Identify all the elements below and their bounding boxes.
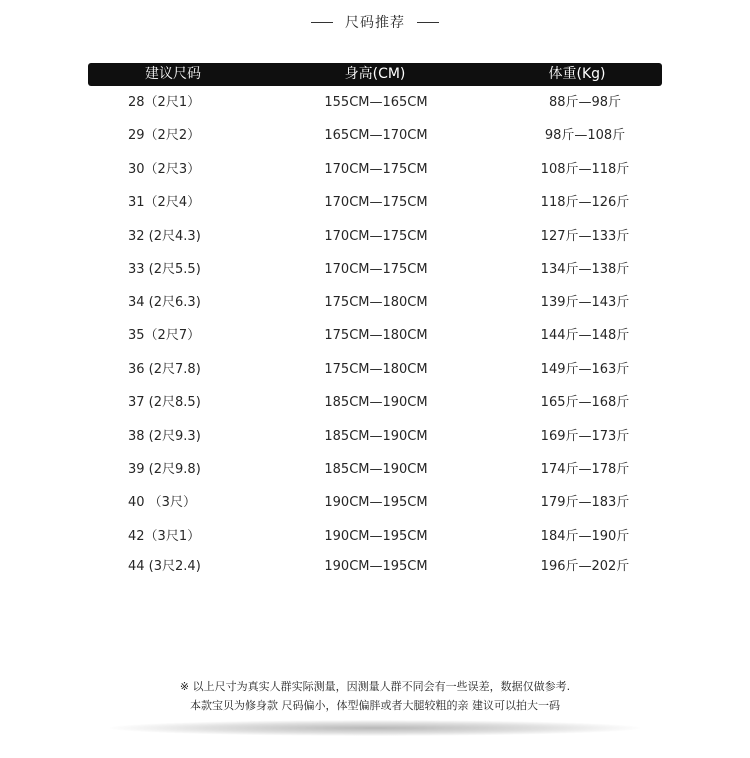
table-row	[0, 460, 750, 480]
size-cell: 42（3尺1）	[128, 529, 201, 544]
weight-cell: 134斤—138斤	[540, 262, 630, 277]
size-cell: 32 (2尺4.3)	[128, 229, 201, 244]
weight-cell: 139斤—143斤	[540, 295, 630, 310]
measurement-note: ※ 以上尺寸为真实人群实际测量，因测量人群不同会有一些误差，数据仅做参考.	[179, 680, 571, 693]
table-row	[0, 527, 750, 547]
height-cell: 190CM—195CM	[324, 529, 428, 544]
table-row	[0, 293, 750, 313]
weight-cell: 127斤—133斤	[540, 229, 630, 244]
size-cell: 33 (2尺5.5)	[128, 262, 201, 277]
title-divider-right	[417, 22, 439, 23]
table-row	[0, 260, 750, 280]
bottom-shadow	[110, 720, 640, 736]
table-row	[0, 93, 750, 113]
title-divider-left	[311, 22, 333, 23]
size-cell: 35（2尺7）	[128, 328, 201, 343]
page-title: 尺码推荐	[345, 15, 405, 31]
height-cell: 190CM—195CM	[324, 559, 428, 574]
size-cell: 28（2尺1）	[128, 95, 201, 110]
height-cell: 185CM—190CM	[324, 429, 428, 444]
page-header	[0, 10, 750, 34]
size-cell: 31（2尺4）	[128, 195, 201, 210]
header-weight: 体重(Kg)	[548, 66, 606, 82]
table-header	[88, 63, 662, 86]
table-row	[0, 193, 750, 213]
weight-cell: 196斤—202斤	[540, 559, 630, 574]
table-row	[0, 557, 750, 577]
size-cell: 44 (3尺2.4)	[128, 559, 201, 574]
table-row	[0, 393, 750, 413]
size-cell: 38 (2尺9.3)	[128, 429, 201, 444]
table-row	[0, 227, 750, 247]
height-cell: 170CM—175CM	[324, 195, 428, 210]
table-row	[0, 326, 750, 346]
weight-cell: 184斤—190斤	[540, 529, 630, 544]
table-row	[0, 427, 750, 447]
header-height: 身高(CM)	[344, 66, 406, 82]
weight-cell: 169斤—173斤	[540, 429, 630, 444]
fit-note: 本款宝贝为修身款 尺码偏小，体型偏胖或者大腿较粗的亲 建议可以拍大一码	[190, 699, 560, 712]
size-cell: 29（2尺2）	[128, 128, 201, 143]
weight-cell: 174斤—178斤	[540, 462, 630, 477]
height-cell: 170CM—175CM	[324, 229, 428, 244]
size-cell: 37 (2尺8.5)	[128, 395, 201, 410]
header-size: 建议尺码	[145, 66, 201, 82]
size-cell: 30（2尺3）	[128, 162, 201, 177]
size-cell: 36 (2尺7.8)	[128, 362, 201, 377]
weight-cell: 98斤—108斤	[544, 128, 626, 143]
weight-cell: 179斤—183斤	[540, 495, 630, 510]
weight-cell: 108斤—118斤	[540, 162, 630, 177]
table-row	[0, 160, 750, 180]
weight-cell: 144斤—148斤	[540, 328, 630, 343]
weight-cell: 149斤—163斤	[540, 362, 630, 377]
weight-cell: 118斤—126斤	[540, 195, 630, 210]
table-row	[0, 360, 750, 380]
height-cell: 185CM—190CM	[324, 462, 428, 477]
height-cell: 175CM—180CM	[324, 328, 428, 343]
height-cell: 175CM—180CM	[324, 362, 428, 377]
height-cell: 155CM—165CM	[324, 95, 428, 110]
size-cell: 34 (2尺6.3)	[128, 295, 201, 310]
table-row	[0, 126, 750, 146]
height-cell: 190CM—195CM	[324, 495, 428, 510]
weight-cell: 88斤—98斤	[548, 95, 622, 110]
weight-cell: 165斤—168斤	[540, 395, 630, 410]
height-cell: 185CM—190CM	[324, 395, 428, 410]
height-cell: 175CM—180CM	[324, 295, 428, 310]
size-cell: 40 （3尺）	[128, 495, 196, 510]
size-cell: 39 (2尺9.8)	[128, 462, 201, 477]
table-row	[0, 493, 750, 513]
height-cell: 165CM—170CM	[324, 128, 428, 143]
height-cell: 170CM—175CM	[324, 162, 428, 177]
height-cell: 170CM—175CM	[324, 262, 428, 277]
